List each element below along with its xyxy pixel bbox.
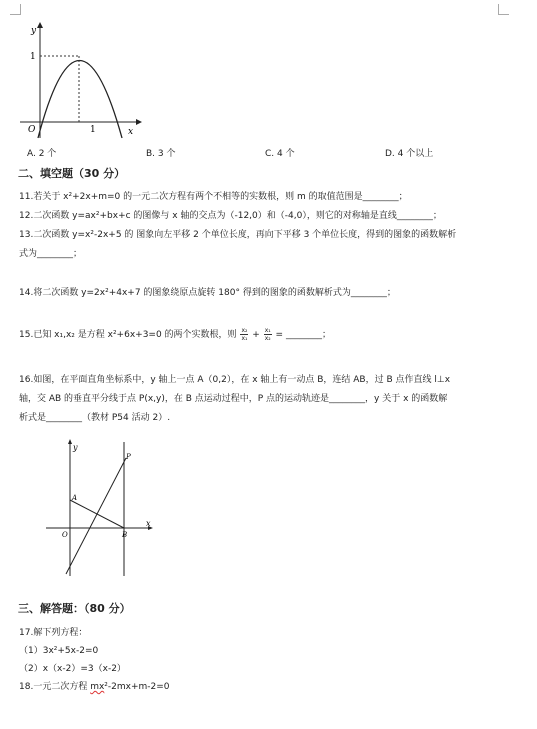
x-label: x bbox=[128, 127, 134, 137]
y-label: y bbox=[31, 26, 37, 36]
y-axis-arrow bbox=[37, 22, 43, 28]
origin-label: O bbox=[62, 531, 68, 539]
point-a-label: A bbox=[72, 494, 78, 502]
corner-mark-tr bbox=[498, 4, 509, 15]
question-12: 12.二次函数 y=ax²+bx+c 的图像与 x 轴的交点为（-12,0）和（-4,0），则它的对称轴是直线________； bbox=[19, 211, 442, 221]
point-b-label: B bbox=[122, 531, 128, 539]
question-14: 14.将二次函数 y=2x²+4x+7 的图象绕原点旋转 180° 得到的图象的函数解析式为________； bbox=[19, 288, 396, 298]
q18-rest: ²-2mx+m-2=0 bbox=[104, 682, 170, 692]
question-11: 11.若关于 x²+2x+m=0 的一元二次方程有两个不相等的实数根，则 m 的取值范围是________； bbox=[19, 192, 408, 202]
section-2-title: 二、填空题（30 分） bbox=[18, 167, 126, 180]
q15-frac1-numerator: x₂ bbox=[241, 327, 248, 334]
q15-frac1-denominator: x₁ bbox=[241, 335, 248, 342]
question-17-part2: （2）x（x-2）=3（x-2） bbox=[19, 664, 126, 674]
question-16-line2: 轴，交 AB 的垂直平分线于点 P(x,y)，在 B 点运动过程中，P 点的运动轨迹是________，y 关于 x 的函数解 bbox=[19, 394, 448, 404]
section-3-title: 三、解答题：（80 分） bbox=[18, 602, 131, 615]
origin-label: O bbox=[28, 125, 36, 135]
question-17-title: 17.解下列方程： bbox=[19, 628, 88, 638]
q15-prefix: 15.已知 x₁,x₂ 是方程 x²+6x+3=0 的两个实数根，则 bbox=[19, 330, 237, 340]
q15-frac2-denominator: x₂ bbox=[264, 335, 271, 342]
x-tick-one: 1 bbox=[90, 125, 96, 135]
choice-d: D. 4 个以上 bbox=[385, 149, 434, 159]
q15-fraction-1 bbox=[240, 327, 248, 342]
point-p-label: P bbox=[126, 453, 131, 461]
y-axis-arrow bbox=[68, 439, 72, 444]
x-label: x bbox=[146, 519, 151, 528]
parabola-graph bbox=[18, 22, 143, 140]
choice-a: A. 2 个 bbox=[27, 149, 57, 159]
q18-spellcheck-term: mx bbox=[90, 682, 105, 692]
x-axis-arrow bbox=[136, 119, 142, 125]
question-17-part1: （1）3x²+5x-2=0 bbox=[19, 646, 99, 656]
q15-fraction-2 bbox=[264, 327, 272, 342]
parabola-curve bbox=[38, 61, 122, 139]
q18-prefix: 18.一元二次方程 bbox=[19, 682, 91, 692]
corner-mark-tl bbox=[10, 4, 21, 15]
question-18 bbox=[19, 681, 170, 693]
perpendicular-bisector bbox=[66, 458, 126, 574]
coordinate-figure bbox=[44, 438, 156, 578]
question-16-line3: 析式是________（教材 P54 活动 2）. bbox=[19, 413, 171, 423]
question-13-line2: 式为________； bbox=[19, 249, 83, 259]
choice-b: B. 3 个 bbox=[146, 149, 176, 159]
choice-c: C. 4 个 bbox=[265, 149, 295, 159]
y-label: y bbox=[73, 443, 78, 452]
q15-frac2-numerator: x₁ bbox=[264, 327, 271, 334]
q15-plus: + bbox=[252, 330, 260, 340]
y-tick-one: 1 bbox=[30, 52, 36, 62]
question-13-line1: 13.二次函数 y=x²-2x+5 的 图象向左平移 2 个单位长度，再向下平移 3 个单位长度，得到的图象的函数解析 bbox=[19, 230, 457, 240]
question-15 bbox=[19, 327, 331, 342]
q15-suffix: = ________； bbox=[275, 330, 331, 340]
question-16-line1: 16.如图，在平面直角坐标系中，y 轴上一点 A（0,2），在 x 轴上有一动点 B，连结 AB，过 B 点作直线 l⊥x bbox=[19, 375, 451, 385]
